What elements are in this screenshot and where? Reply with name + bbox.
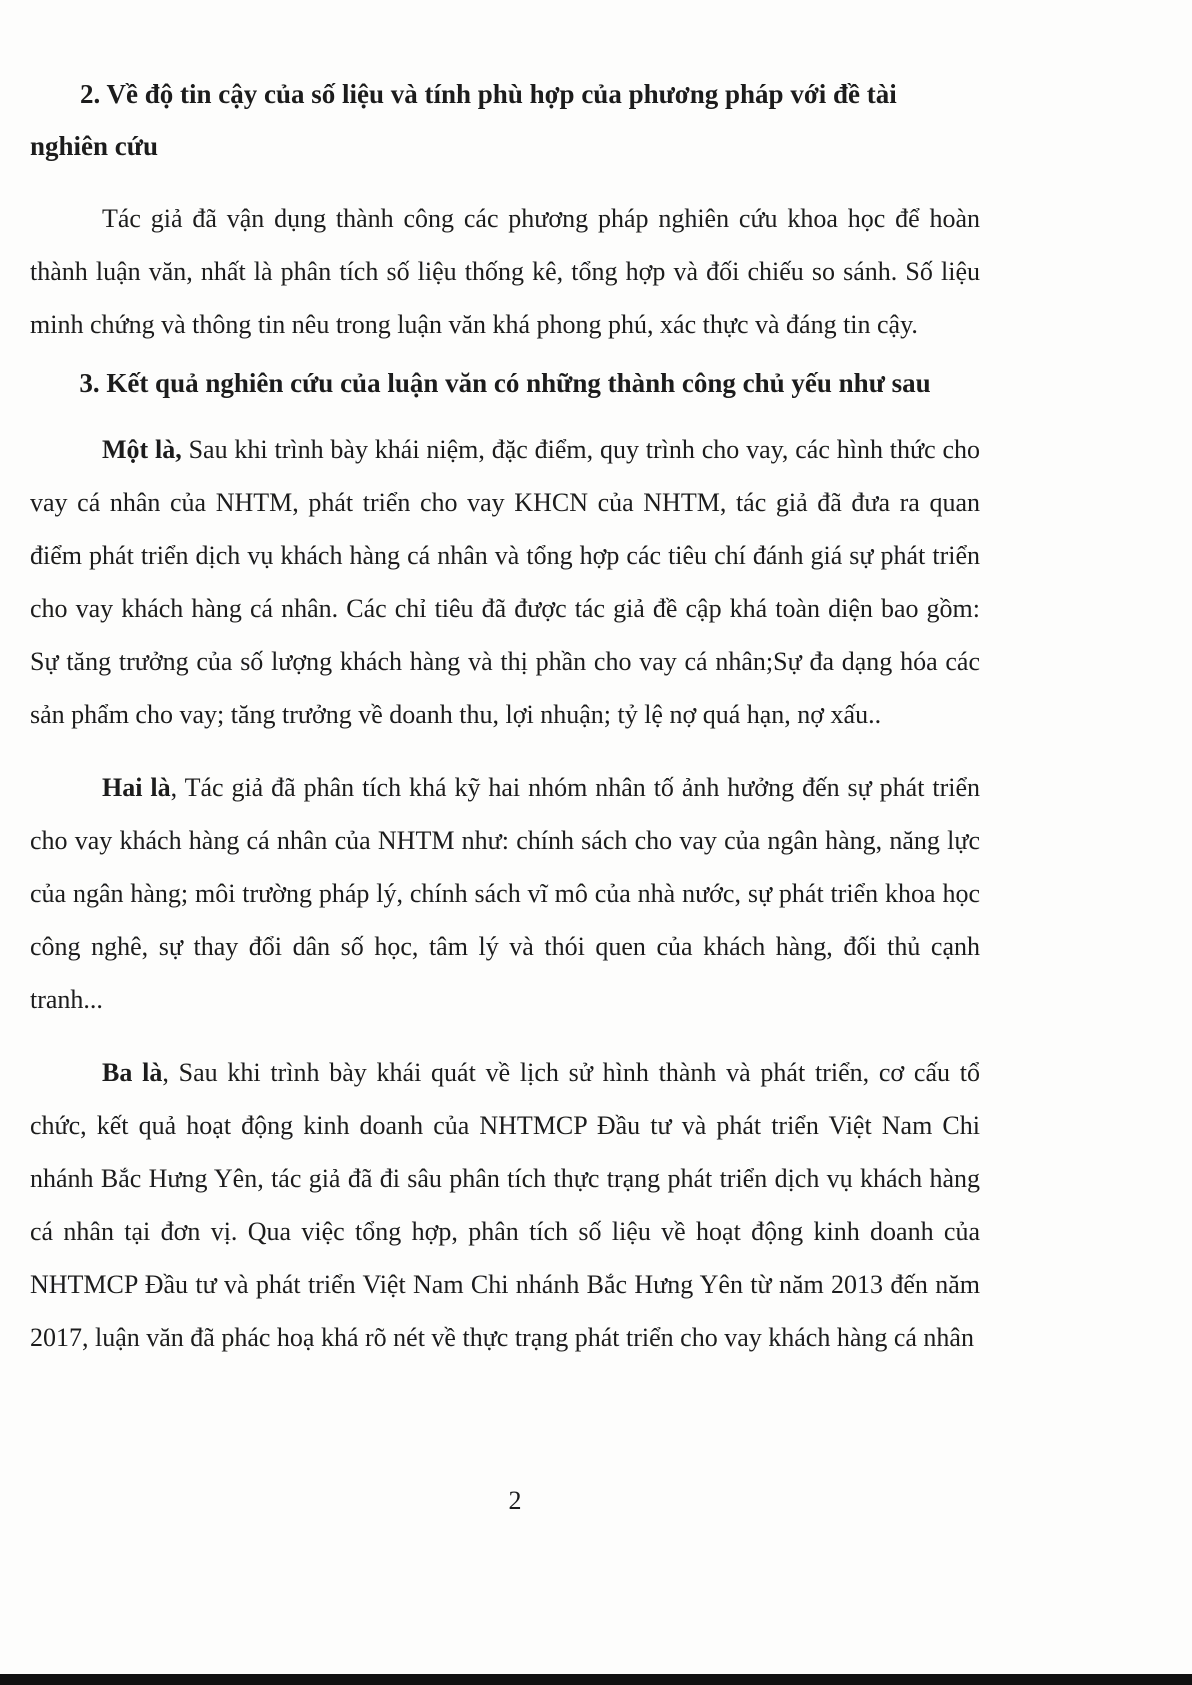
point-three-text: , Sau khi trình bày khái quát về lịch sử hình thành và phát triển, cơ cấu tổ chức, kết quả hoạt động kinh doanh của NHTMCP Đầu tư và phát triển Việt Nam Chi nhánh Bắc Hưng Yên, tác giả đã đi sâu phân tích thực trạng phát triển dịch vụ khách hàng cá nhân tại đơn vị. Qua việc tổng hợp, phân tích số liệu về hoạt động kinh doanh của NHTMCP Đầu tư và phát triển Việt Nam Chi nhánh Bắc Hưng Yên từ năm 2013 đến năm 2017, luận văn đã phác hoạ khá rõ nét về thực trạng phát triển cho vay khách hàng cá nhân bbox=[30, 1058, 980, 1352]
point-three-lead: Ba là bbox=[102, 1058, 163, 1087]
paragraph-methodology: Tác giả đã vận dụng thành công các phương pháp nghiên cứu khoa học để hoàn thành luận văn, nhất là phân tích số liệu thống kê, tổng hợp và đối chiếu so sánh. Số liệu minh chứng và thông tin nêu trong luận văn khá phong phú, xác thực và đáng tin cậy. bbox=[30, 204, 980, 339]
paragraph-point-one bbox=[30, 423, 980, 741]
section-heading-2: 2. Về độ tin cậy của số liệu và tính phù hợp của phương pháp với đề tài nghiên cứu bbox=[30, 79, 897, 161]
paragraph-point-two bbox=[30, 761, 980, 1026]
scan-bottom-edge bbox=[0, 1674, 1192, 1685]
document-body bbox=[30, 68, 980, 1364]
point-one-text: Sau khi trình bày khái niệm, đặc điểm, quy trình cho vay, các hình thức cho vay cá nhân của NHTM, phát triển cho vay KHCN của NHTM, tác giả đã đưa ra quan điểm phát triển dịch vụ khách hàng cá nhân và tổng hợp các tiêu chí đánh giá sự phát triển cho vay khách hàng cá nhân. Các chỉ tiêu đã được tác giả đề cập khá toàn diện bao gồm: Sự tăng trưởng của số lượng khách hàng và thị phần cho vay cá nhân;Sự đa dạng hóa các sản phẩm cho vay; tăng trưởng về doanh thu, lợi nhuận; tỷ lệ nợ quá hạn, nợ xấu.. bbox=[30, 435, 980, 729]
point-two-text: , Tác giả đã phân tích khá kỹ hai nhóm nhân tố ảnh hưởng đến sự phát triển cho vay khách hàng cá nhân của NHTM như: chính sách cho vay của ngân hàng, năng lực của ngân hàng; môi trường pháp lý, chính sách vĩ mô của nhà nước, sự phát triển khoa học công nghê, sự thay đổi dân số học, tâm lý và thói quen của khách hàng, đối thủ cạnh tranh... bbox=[30, 773, 981, 1014]
point-two-lead: Hai là bbox=[102, 773, 171, 802]
paragraph-point-three bbox=[30, 1046, 980, 1364]
point-one-lead: Một là, bbox=[102, 435, 182, 464]
page-number: 2 bbox=[508, 1486, 522, 1515]
section-heading-3: 3. Kết quả nghiên cứu của luận văn có những thành công chủ yếu như sau bbox=[79, 368, 931, 398]
